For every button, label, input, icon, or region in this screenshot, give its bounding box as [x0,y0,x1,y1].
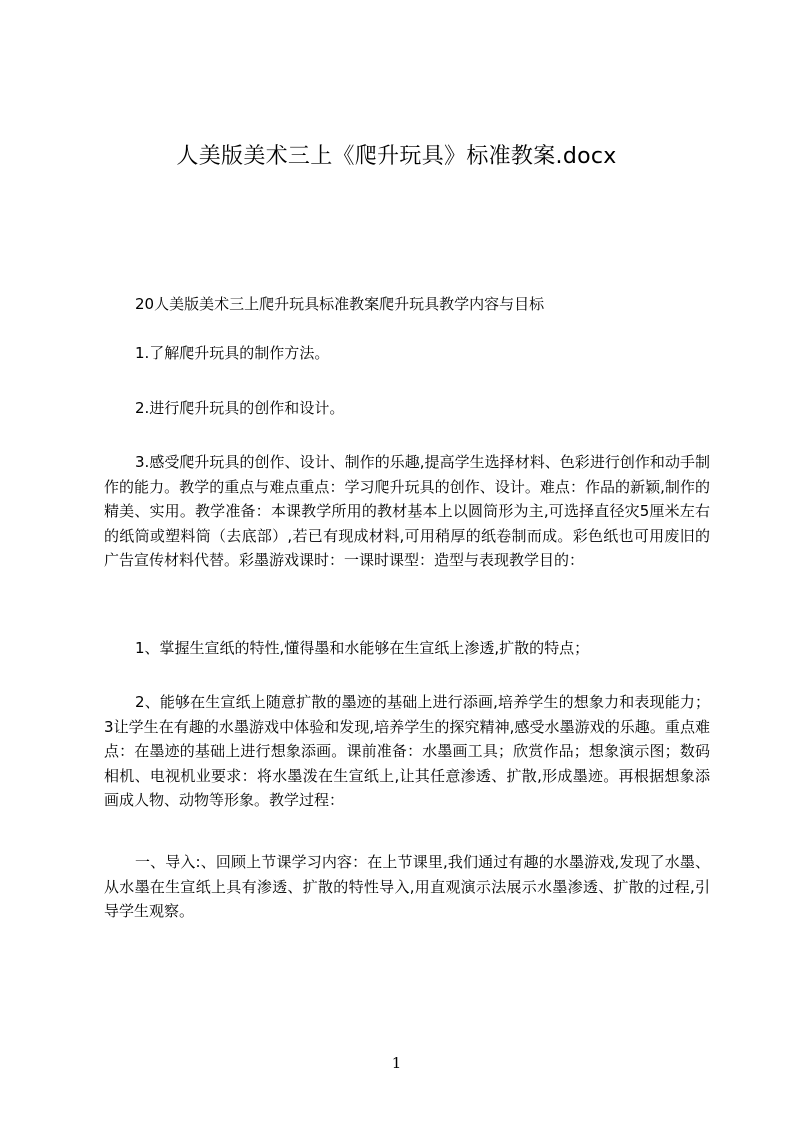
paragraph: 20人美版美术三上爬升玩具标准教案爬升玩具教学内容与目标 [135,295,545,313]
paragraph: 一、导入:、回顾上节课学习内容：在上节课里,我们通过有趣的水墨游戏,发现了水墨、从水墨在生宣纸上具有渗透、扩散的特性导入,用直观演示法展示水墨渗透、扩散的过程,引导学生观察。 [104,853,710,921]
paragraph: 1.了解爬升玩具的制作方法。 [135,344,330,362]
paragraph: 2、能够在生宣纸上随意扩散的墨迹的基础上进行添画,培养学生的想象力和表现能力；3让学生在有趣的水墨游戏中体验和发现,培养学生的探究精神,感受水墨游戏的乐趣。重点难点：在墨迹的基础上进行想象添画。课前准备：水墨画工具；欣赏作品；想象演示图；数码相机、电视机业要求：将水墨泼在生宣纸上,让其任意渗透、扩散,形成墨迹。再根据想象添画成人物、动物等形象。教学过程： [104,693,710,810]
paragraph: 3.感受爬升玩具的创作、设计、制作的乐趣,提高学生选择材料、色彩进行创作和动手制作的能力。教学的重点与难点重点：学习爬升玩具的创作、设计。难点：作品的新颖,制作的精美、实用。教学准备：本课教学所用的教材基本上以圆筒形为主,可选择直径灾5厘米左右的纸筒或塑料筒（去底部）,若已有现成材料,可用稍厚的纸卷制而成。彩色纸也可用废旧的广告宣传材料代替。彩墨游戏课时：一课时课型：造型与表现教学目的： [104,453,710,570]
document-title: 人美版美术三上《爬升玩具》标准教案.docx [176,144,617,169]
paragraph: 1、掌握生宣纸的特性,懂得墨和水能够在生宣纸上渗透,扩散的特点； [135,639,590,657]
paragraph: 2.进行爬升玩具的创作和设计。 [135,399,345,417]
page-number: 1 [391,1054,402,1072]
